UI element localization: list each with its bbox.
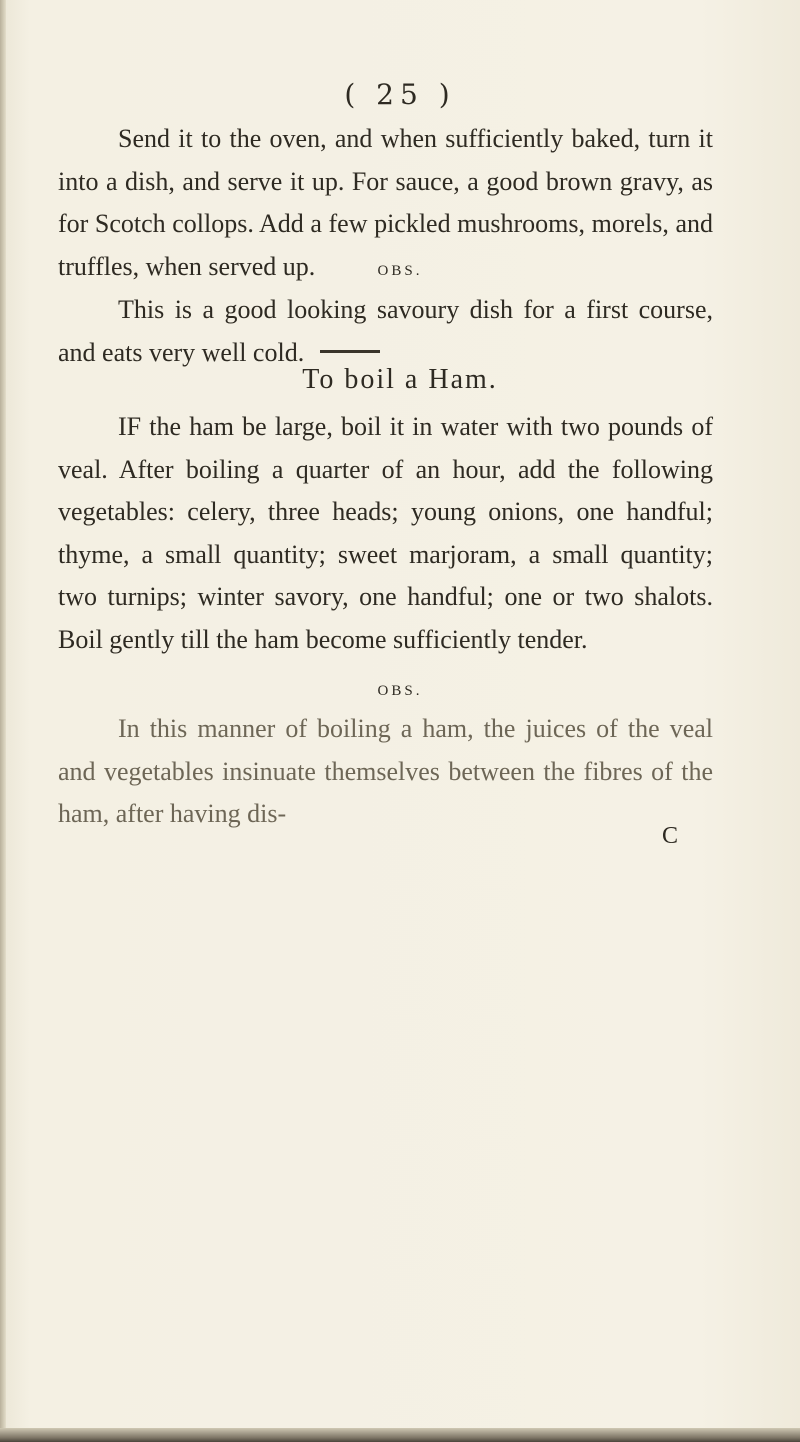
obs-label-1: OBS. [377, 263, 423, 279]
obs-note-2-text: In this manner of boiling a ham, the juices of the veal and vegetables insinuate themselves between the fibres of the ham, after having dis- [58, 714, 713, 828]
paragraph-ham [58, 406, 713, 661]
obs-note-1-text: This is a good looking savoury dish for a first course, and eats very well cold. [58, 295, 713, 367]
page-bottom-edge [0, 1428, 800, 1442]
obs-note-2 [58, 708, 713, 836]
paragraph-oven-text: Send it to the oven, and when sufficiently baked, turn it into a dish, and serve it up. For sauce, a good brown gravy, as for Scotch collops. Add a few pickled mushrooms, morels, and truffles, when served up. [58, 124, 713, 281]
recipe-heading: To boil a Ham. [302, 364, 498, 395]
paragraph-ham-text: IF the ham be large, boil it in water with two pounds of veal. After boiling a quarter of an hour, add the following vegetables: celery, three heads; young onions, one handful; thyme, a small quantity; sweet marjoram, a small quantity; two turnips; winter savory, one handful; one or two shalots. Boil gently till the ham become sufficiently tender. [58, 412, 713, 654]
obs-label-2: OBS. [377, 683, 423, 699]
page-spine-shadow [0, 0, 6, 1442]
catchword: C [662, 823, 679, 849]
section-divider [320, 350, 380, 353]
page-number: ( 25 ) [344, 78, 456, 111]
